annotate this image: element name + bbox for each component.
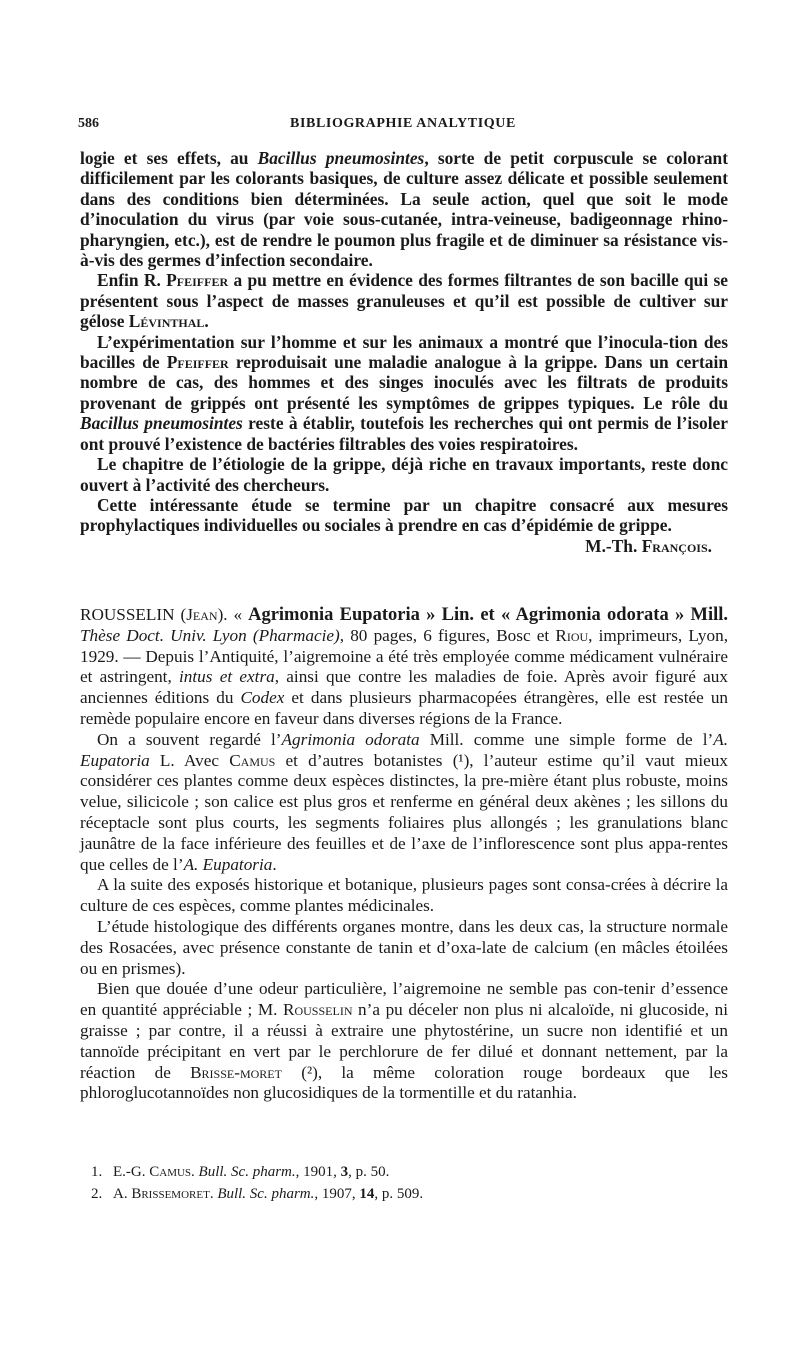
author-name: Camus [229, 750, 276, 770]
paragraph: L’étude histologique des différents organes montre, dans les deux cas, la structure normale des Rosacées, avec présence constante de tanin et d’oxa-late de calcium (en mâcles étoilées ou en prismes). [80, 916, 728, 978]
text: , p. 50. [348, 1164, 390, 1180]
signature-surname: François. [641, 535, 712, 556]
author-name: Rousselin [283, 1000, 353, 1020]
text: et « [474, 605, 516, 625]
text: , 1907, [314, 1186, 360, 1202]
text: . [204, 311, 209, 332]
entry-lead [80, 605, 728, 730]
latin-phrase: intus et extra [179, 667, 275, 687]
text: a pu mettre en évidence des formes filtrantes de son bacille qui se présentent sous l’aspect de masses granuleuses et qu’il est possible de cultiver sur gélose [80, 270, 729, 332]
author-name: Riou [555, 625, 589, 645]
signature-initials: M.-Th. [585, 535, 642, 556]
text: logie et ses effets, au [80, 148, 258, 168]
text: , imprimeurs, Lyon, 1929. — Depuis l’Antiquité, l’aigremoine a été très employée comme médicament vulnéraire et astringent, [80, 625, 728, 687]
author-name: Pfeiffer [166, 270, 229, 291]
text: . [209, 1186, 218, 1202]
text: (²), la même coloration rouge bordeaux que les phloroglucotannoïdes non glucosidiques de la tormentille et du ratanhia. [80, 1062, 728, 1103]
text: Bien que douée d’une odeur particulière, l’aigremoine ne semble pas con-tenir d’essence en quantité appréciable ; M. [80, 979, 728, 1020]
text: reste à établir, toutefois les recherches qui ont permis de l’isoler ont prouvé l’existence de bactéries filtrables des voies respiratoires. [80, 413, 728, 454]
text: n’a pu déceler non plus ni alcaloïde, ni glucoside, ni graisse ; par contre, il a réussi à extraire une phytostérine, un sucre non identifié et un tannoïde précipitant en vert par le perchlorure de fer dilué et donnant nettement, par la réaction de [80, 1000, 728, 1082]
footnote-number: 1. [91, 1164, 103, 1180]
text: , sorte de petit corpuscule se colorant difficilement par les colorants basiques, de culture assez délicate et possible seulement dans des conditions bien déterminées. La seule action, quel que soit le mode d’inoculation du virus (par voie sous-cutanée, intra-veineuse, badigeonnage rhino-pharyngien, etc.), est de rendre le poumon plus fragile et de diminuer sa résistance vis-à-vis des germes d’infection secondaire. [80, 148, 729, 271]
author-name: Brissemoret [131, 1186, 210, 1202]
author-name: Camus [149, 1164, 192, 1180]
thesis-info: Thèse Doct. Univ. Lyon (Pharmacie) [80, 625, 340, 645]
paragraph: A la suite des exposés historique et botanique, plusieurs pages sont consa-crées à décrire la culture de ces espèces, comme plantes médicinales. [80, 875, 728, 916]
journal-title: Bull. Sc. pharm. [217, 1186, 315, 1202]
text: reproduisait une maladie analogue à la grippe. Dans un certain nombre de cas, des hommes et des singes inoculés avec les filtrats de produits provenant de grippés ont présenté les symptômes de grippes typiques. Le rôle du [80, 352, 728, 413]
text: , 80 pages, 6 figures, Bosc et [339, 625, 556, 645]
text: . [191, 1164, 199, 1180]
text: Lin. [441, 605, 475, 625]
footnotes [91, 1161, 711, 1205]
species-name: Agrimonia odorata [281, 729, 420, 749]
species-name: Bacillus pneumosintes [80, 413, 243, 434]
author-name: Pfeiffer [166, 352, 229, 373]
work-title: Agrimonia Eupatoria [248, 605, 420, 625]
text: Mill. comme une simple forme de l’ [419, 729, 714, 749]
footnote [91, 1161, 711, 1183]
species-name: Bacillus pneumosintes [257, 148, 425, 168]
author-name: Brisse-moret [190, 1062, 282, 1082]
text: » [668, 605, 691, 625]
text: . [272, 854, 277, 874]
paragraph [80, 730, 728, 876]
text: E.-G. [113, 1164, 150, 1180]
page-number: 586 [78, 116, 99, 131]
codex-title: Codex [240, 688, 285, 708]
work-title: Agrimonia odorata [515, 605, 669, 625]
paragraph [80, 148, 728, 270]
paragraph [80, 979, 728, 1104]
paragraph: Le chapitre de l’étiologie de la grippe, déjà riche en travaux importants, reste donc ouvert à l’activité des chercheurs. [80, 454, 728, 495]
text: et dans plusieurs pharmacopées étrangères, elle est restée un remède populaire encore en faveur dans diverses régions de la France. [80, 688, 729, 728]
text: , 1901, [295, 1164, 341, 1180]
text: L’expérimentation sur l’homme et sur les animaux a montré que l’inocula-tion des bacilles de [80, 331, 728, 373]
text: , p. 509. [374, 1186, 424, 1202]
volume-number: 3 [340, 1164, 349, 1180]
author-name: Lévinthal [128, 311, 205, 332]
text: et d’autres botanistes (¹), l’auteur estime qu’il vaut mieux considérer ces plantes comme deux espèces distinctes, la pre-mière étant plus robuste, moins velue, silicicole ; son calice est plus gros et renferme en général deux akènes ; les sillons du réceptacle sont plus courts, les segments foliaires plus allongés ; les granulations blanc jaunâtre de la face inférieure des feuilles et de l’axe de l’inflorescence sont plus appa-rentes que celles de l’ [80, 750, 728, 874]
footnote-number: 2. [91, 1186, 103, 1202]
review-entry-rousselin [80, 605, 728, 1104]
species-name: A. Eupatoria [183, 854, 273, 874]
paragraph [80, 270, 728, 331]
author-name: ROUSSELIN ( [80, 605, 187, 624]
text: » [419, 605, 442, 625]
species-name: A. Eupatoria [80, 729, 728, 770]
signature [80, 536, 728, 556]
running-title: BIBLIOGRAPHIE ANALYTIQUE [290, 116, 516, 131]
footnote [91, 1183, 711, 1205]
text: Enfin R. [97, 270, 167, 291]
volume-number: 14 [359, 1186, 375, 1202]
text: ). « [217, 605, 249, 624]
journal-title: Bull. Sc. pharm. [198, 1164, 296, 1180]
review-continued [80, 148, 728, 556]
text: , ainsi que contre les maladies de foie. Après avoir figuré aux anciennes éditions du [80, 667, 728, 708]
paragraph [80, 332, 728, 454]
text: L. Avec [149, 750, 230, 770]
paragraph: Cette intéressante étude se termine par un chapitre consacré aux mesures prophylactiques individuelles ou sociales à prendre en cas d’épidémie de grippe. [80, 494, 728, 536]
text: On a souvent regardé l’ [97, 729, 282, 749]
text: Mill. [690, 605, 729, 625]
text: A. [113, 1186, 132, 1202]
page-header [78, 116, 728, 138]
author-firstname: Jean [186, 605, 218, 624]
